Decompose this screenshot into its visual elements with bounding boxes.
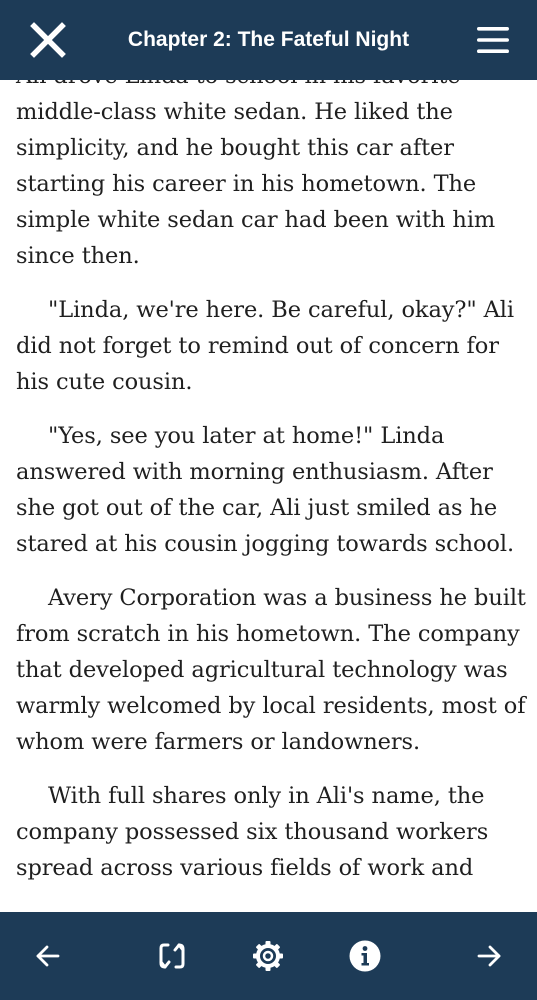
sync-button[interactable] [148, 932, 196, 980]
previous-button[interactable] [24, 932, 72, 980]
gear-icon [251, 939, 285, 973]
close-button[interactable] [24, 16, 72, 64]
info-icon [348, 939, 382, 973]
menu-button[interactable] [471, 18, 515, 62]
paragraph-3: "Yes, see you later at home!" Linda answered with morning enthusiasm. After she got out of the car, Ali just smiled as he stared at his cousin jogging towards school. [16, 423, 515, 557]
paragraph-5: With full shares only in Ali's name, the company possessed six thousand workers spread across various fields of work and [16, 783, 489, 881]
reader-content[interactable] [0, 80, 537, 912]
paragraph-4: Avery Corporation was a business he built from scratch in his hometown. The company that developed agricultural technology was warmly welcomed by local residents, most of whom were farmers or landowners. [16, 585, 526, 755]
next-button[interactable] [465, 932, 513, 980]
close-icon [30, 22, 66, 58]
settings-button[interactable] [244, 932, 292, 980]
arrow-left-icon [35, 943, 61, 969]
bottom-toolbar [0, 912, 537, 1000]
sync-icon [155, 939, 189, 973]
paragraph-1: middle-class white sedan. He liked the simplicity, and he bought this car after starting his career in his hometown. The simple white sedan car had been with him since then. [16, 99, 496, 269]
chapter-text [16, 58, 526, 904]
arrow-right-icon [476, 943, 502, 969]
top-app-bar [0, 0, 537, 80]
chapter-title: Chapter 2: The Fateful Night [127, 28, 410, 51]
info-button[interactable] [341, 932, 389, 980]
paragraph-2: "Linda, we're here. Be careful, okay?" Ali did not forget to remind out of concern for his cute cousin. [16, 297, 514, 395]
hamburger-menu-icon [477, 26, 509, 54]
